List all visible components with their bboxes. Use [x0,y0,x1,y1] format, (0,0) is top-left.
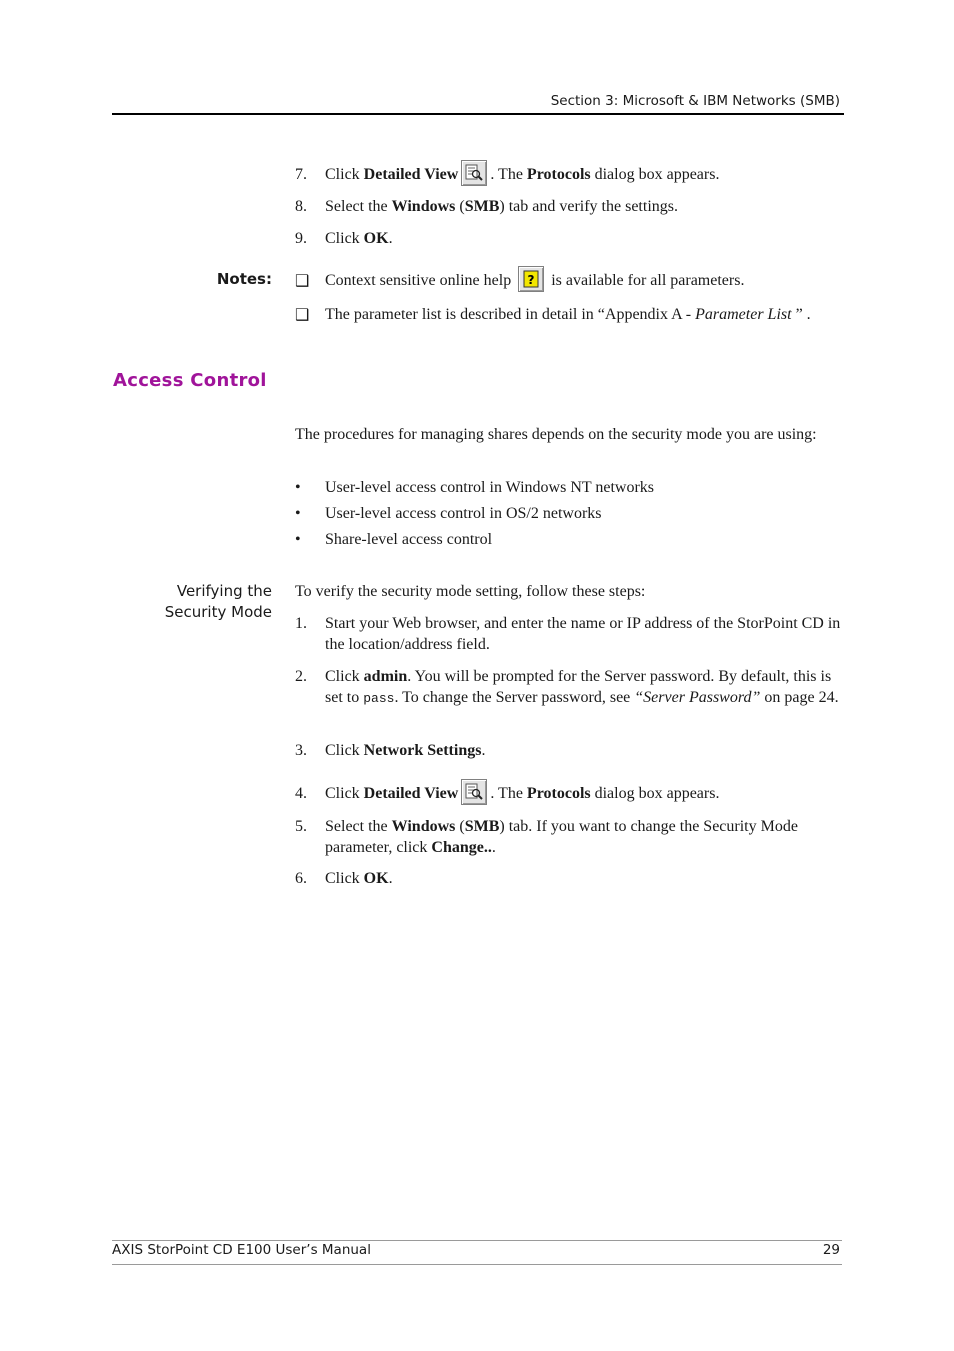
step-text: Click [325,668,364,685]
detailed-view-icon[interactable] [461,160,487,186]
detailed-view-label: Detailed View [363,785,459,802]
step-text: Click [325,870,364,887]
step-text: Click [325,785,364,802]
step-number: 1. [295,615,307,632]
parameter-list-ref: Parameter List [695,306,792,323]
verify-step-1 [295,613,845,655]
step-text: . [481,742,486,759]
note-text: ” . [791,306,811,323]
step-number: 4. [295,785,307,802]
network-settings-label: Network Settings [363,742,482,759]
bullet-item [295,477,845,498]
checkbox-bullet-icon: ❑ [295,271,310,290]
step-text: Select the [325,198,392,215]
side-heading-line: Verifying the [176,582,272,600]
change-label: Change.. [431,839,492,856]
section-heading: Access Control [113,370,267,391]
admin-label: admin [363,668,408,685]
note-text: Context sensitive online help [325,272,516,289]
footer-rule-bottom [112,1264,842,1265]
windows-label: Windows [391,818,456,835]
detailed-view-label: Detailed View [363,166,459,183]
step-number: 3. [295,742,307,759]
protocols-label: Protocols [526,166,591,183]
verify-step-5 [295,816,845,858]
checkbox-bullet-icon: ❑ [295,305,310,324]
step-text: Click [325,230,364,247]
note-parameter-list [295,304,845,325]
step-text: Click [325,166,364,183]
bullet-item [295,529,845,550]
step-text: . You will be prompted for the Server password. By default, this is set to [325,668,832,706]
smb-label: SMB [464,198,500,215]
bullet-text: User-level access control in OS/2 networks [325,505,602,522]
detailed-view-icon[interactable] [461,779,487,805]
note-text: The parameter list is described in detail in “Appendix A - [325,306,696,323]
default-password: pass [363,691,395,706]
page-number: 29 [822,1242,840,1258]
step-text: dialog box appears. [590,166,720,183]
step-text: on page 24. [760,689,839,706]
step-text: Select the [325,818,392,835]
footer-rule-top [112,1240,842,1241]
step-number: 5. [295,818,307,835]
bullet-text: User-level access control in Windows NT networks [325,479,655,496]
smb-label: SMB [464,818,500,835]
step-number: 9. [295,230,307,247]
ok-label: OK [363,870,389,887]
server-password-ref: “Server Password” [634,689,761,706]
step-text: Start your Web browser, and enter the name or IP address of the StorPoint CD in the location/address field. [325,615,841,653]
step-text: ) tab and verify the settings. [499,198,678,215]
bullet-icon: • [295,505,301,522]
notes-label: Notes: [216,270,272,288]
step-text: Click [325,742,364,759]
verify-step-2 [295,666,845,709]
step-text: . [491,839,496,856]
step-7 [295,164,845,186]
side-heading-line: Security Mode [164,603,272,621]
bullet-icon: • [295,531,301,548]
step-text: ( [455,818,465,835]
step-text: . [388,870,393,887]
protocols-label: Protocols [526,785,591,802]
ok-label: OK [363,230,389,247]
footer-title: AXIS StorPoint CD E100 User’s Manual [112,1242,371,1258]
header-rule [112,113,844,115]
bullet-item [295,503,845,524]
note-help [295,270,845,292]
step-text: dialog box appears. [590,785,720,802]
verify-intro: To verify the security mode setting, follow these steps: [295,583,646,600]
step-number: 8. [295,198,307,215]
step-number: 7. [295,166,307,183]
step-text: . To change the Server password, see [394,689,635,706]
help-icon[interactable] [518,266,544,292]
running-head: Section 3: Microsoft & IBM Networks (SMB) [550,93,840,109]
step-number: 6. [295,870,307,887]
step-text: ( [455,198,465,215]
step-8 [295,196,845,217]
step-9 [295,228,845,249]
step-text: . The [490,166,527,183]
step-text: . [388,230,393,247]
verify-step-4 [295,783,845,805]
step-number: 2. [295,668,307,685]
access-intro: The procedures for managing shares depends on the security mode you are using: [295,426,817,443]
step-text: ) tab. If you want to change the Security Mode parameter, click [325,818,798,856]
svg-text:?: ? [527,273,535,288]
bullet-icon: • [295,479,301,496]
side-heading [165,581,272,623]
verify-step-6 [295,868,845,889]
windows-label: Windows [391,198,456,215]
verify-step-3 [295,740,845,761]
step-text: . The [490,785,527,802]
note-text: is available for all parameters. [547,272,745,289]
bullet-text: Share-level access control [325,531,493,548]
